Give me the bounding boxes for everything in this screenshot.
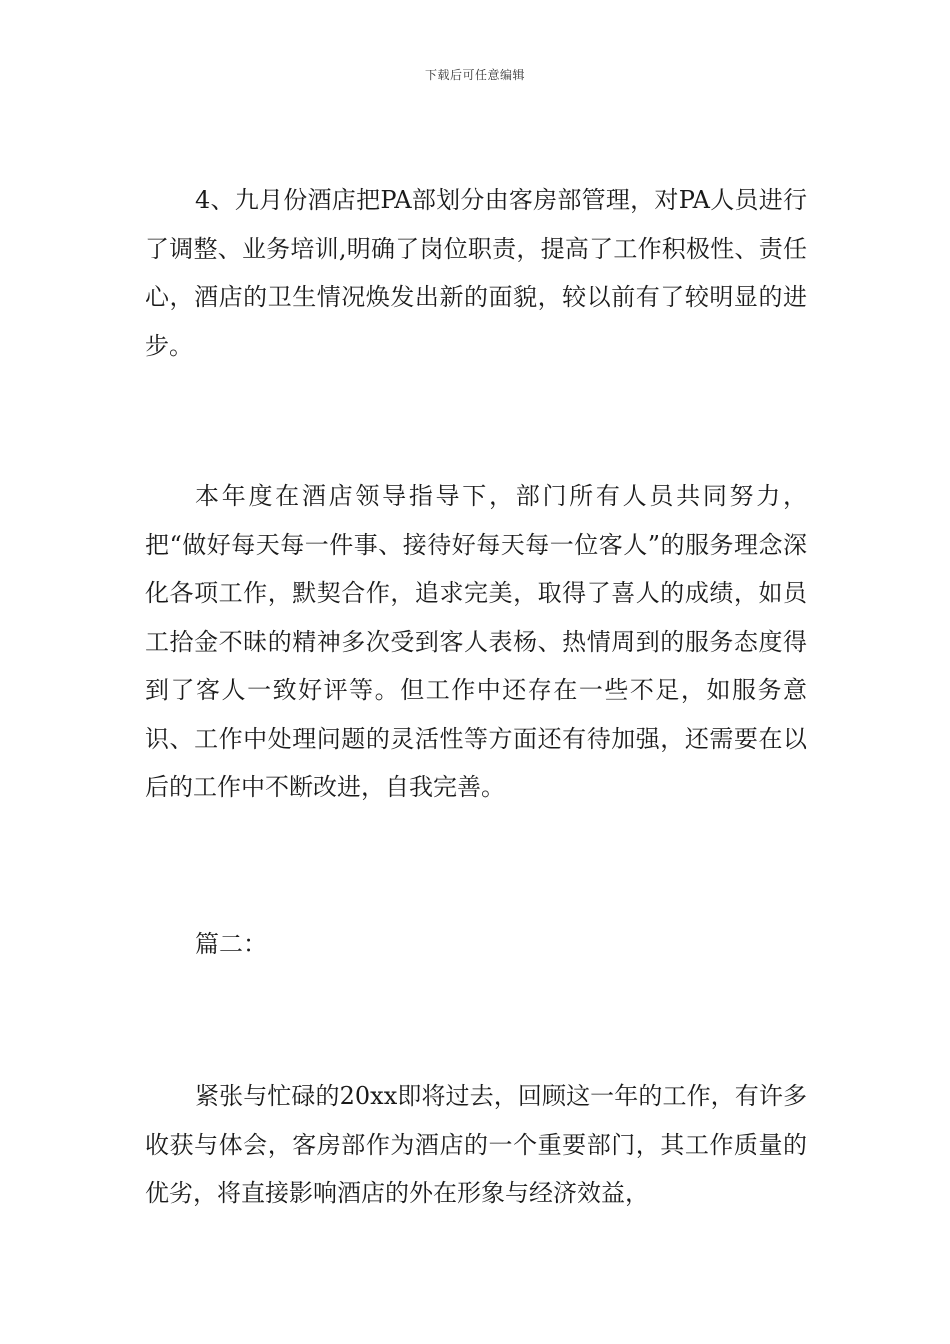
page-header-note: 下载后可任意编辑 (424, 68, 525, 82)
section-heading-part-two: 篇二： (195, 930, 267, 958)
paragraph-year-review: 紧张与忙碌的20xx即将过去，回顾这一年的工作，有许多收获与体会，客房部作为酒店的一个重要部门，其工作质量的优劣，将直接影响酒店的外在形象与经济效益， (145, 1082, 807, 1207)
paragraph-annual-summary: 本年度在酒店领导指导下，部门所有人员共同努力，把“做好每天每一件事、接待好每天每一位客人”的服务理念深化各项工作，默契合作，追求完美，取得了喜人的成绩，如员工拾金不昧的精神多次受到客人表杨、热情周到的服务态度得到了客人一致好评等。但工作中还存在一些不足，如服务意识、工作中处理问题的灵活性等方面还有待加强，还需要在以后的工作中不断改进，自我完善。 (145, 482, 807, 801)
paragraph-pa-department: 4、九月份酒店把PA部划分由客房部管理，对PA人员进行了调整、业务培训,明确了岗位职责，提高了工作积极性、责任心，酒店的卫生情况焕发出新的面貌，较以前有了较明显的进步。 (145, 186, 807, 360)
